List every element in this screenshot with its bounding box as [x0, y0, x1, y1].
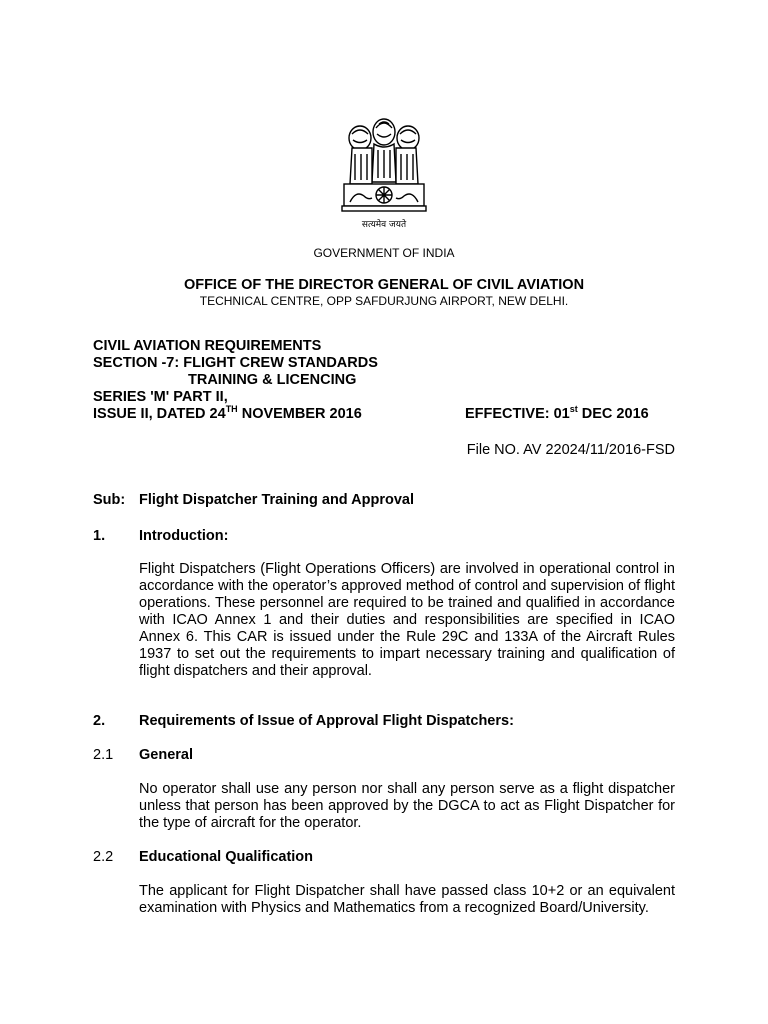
car-section-subtitle: TRAINING & LICENCING [188, 372, 357, 388]
issue-prefix: ISSUE II, DATED 24 [93, 406, 226, 422]
office-address: TECHNICAL CENTRE, OPP SAFDURJUNG AIRPORT, NEW DELHI. [199, 294, 569, 308]
file-number: File NO. AV 22024/11/2016-FSD [466, 442, 675, 458]
effective-prefix: EFFECTIVE: 01 [465, 406, 570, 422]
issue-suffix: NOVEMBER 2016 [237, 406, 362, 422]
section-2-title: Requirements of Issue of Approval Flight Dispatchers: [139, 713, 514, 729]
effective-sup: st [569, 404, 578, 414]
section-2-number: 2. [93, 713, 106, 729]
section-2-2-title: Educational Qualification [139, 849, 314, 865]
section-1-number: 1. [93, 528, 106, 544]
emblem-motto: सत्यमेव जयते [361, 220, 407, 230]
car-effective [465, 406, 649, 422]
section-2-1-body: No operator shall use any person nor shall any person serve as a flight dispatcher unless that person has been approved by the DGCA to act as Flight Dispatcher for the type of aircraft for the operator. [139, 781, 675, 831]
car-title: CIVIL AVIATION REQUIREMENTS [93, 338, 322, 354]
section-2-1-title: General [139, 747, 193, 763]
section-2-2-number: 2.2 [93, 849, 114, 865]
car-series: SERIES 'M' PART II, [93, 389, 228, 405]
national-emblem-icon [338, 110, 430, 234]
subject-label: Sub: [93, 492, 126, 508]
section-1-title: Introduction: [139, 528, 229, 544]
subject-text: Flight Dispatcher Training and Approval [139, 492, 414, 508]
section-2-1-number: 2.1 [93, 747, 114, 763]
issue-sup: TH [225, 404, 238, 414]
section-2-2-body: The applicant for Flight Dispatcher shall have passed class 10+2 or an equivalent examination with Physics and Mathematics from a recognized Board/University. [139, 883, 675, 916]
car-issue [93, 406, 362, 422]
car-section: SECTION -7: FLIGHT CREW STANDARDS [93, 355, 378, 371]
effective-suffix: DEC 2016 [577, 406, 649, 422]
government-heading: GOVERNMENT OF INDIA [313, 246, 455, 260]
section-1-body: Flight Dispatchers (Flight Operations Officers) are involved in operational control in accordance with the operator’s approved method of control and supervision of flight operations. These personnel are required to be trained and qualified in accordance with ICAO Annex 1 and their duties and responsibilities are specified in ICAO Annex 6. This CAR is issued under the Rule 29C and 133A of the Aircraft Rules 1937 to set out the requirements to impart necessary training and qualification of flight dispatchers and their approval. [139, 561, 675, 679]
office-title: OFFICE OF THE DIRECTOR GENERAL OF CIVIL AVIATION [183, 277, 585, 293]
